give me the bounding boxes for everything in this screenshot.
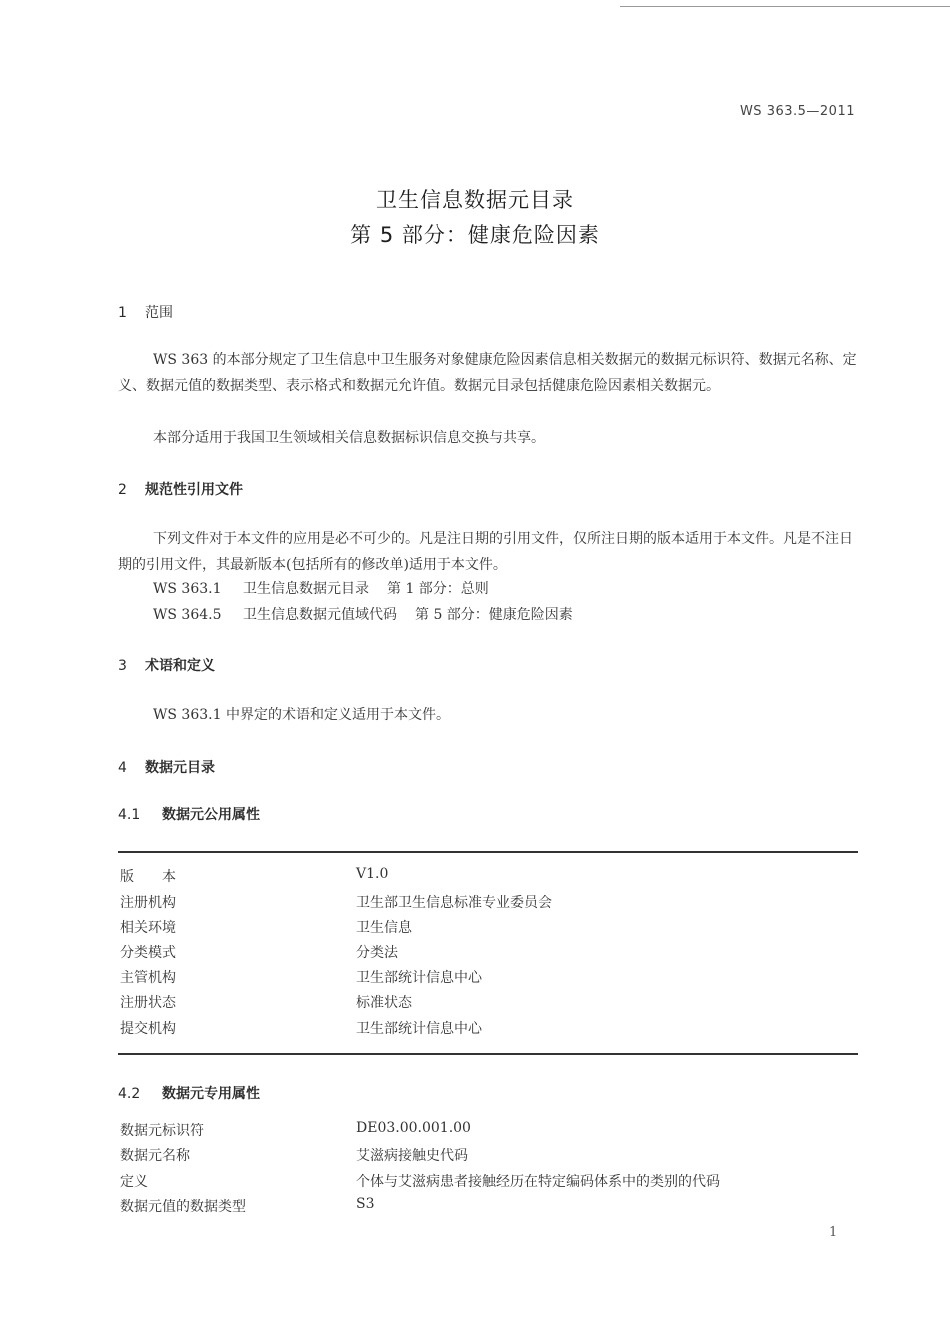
attribute-value: 卫生部统计信息中心 — [356, 970, 482, 986]
section-title: 数据元专用属性 — [162, 1086, 260, 1102]
attribute-name: 提交机构 — [120, 1021, 176, 1037]
attribute-name: 分类模式 — [120, 945, 176, 961]
reference-title: 卫生信息数据元值域代码 — [243, 607, 397, 623]
section-4-heading — [118, 757, 215, 777]
section-1-heading — [118, 302, 173, 322]
reference-part: 第 5 部分：健康危险因素 — [415, 607, 573, 623]
reference-code: WS 363.1 — [153, 581, 222, 597]
section-number: 2 — [118, 482, 127, 498]
section-4-1-heading — [118, 804, 260, 824]
attribute-name: 数据元标识符 — [120, 1123, 204, 1139]
reference-item — [153, 578, 489, 598]
attribute-value: S3 — [356, 1196, 375, 1212]
section-number: 4 — [118, 760, 127, 776]
attribute-name: 注册状态 — [120, 995, 176, 1011]
document-subtitle: 第 5 部分：健康危险因素 — [350, 223, 600, 247]
attribute-value: 卫生部统计信息中心 — [356, 1021, 482, 1037]
section-3-paragraph: WS 363.1 中界定的术语和定义适用于本文件。 — [153, 707, 450, 723]
attribute-name: 注册机构 — [120, 895, 176, 911]
attribute-value: V1.0 — [356, 866, 389, 882]
attribute-name: 数据元名称 — [120, 1148, 190, 1164]
attribute-value: 卫生部卫生信息标准专业委员会 — [356, 895, 552, 911]
section-title: 规范性引用文件 — [145, 482, 243, 498]
section-title: 术语和定义 — [145, 658, 215, 674]
attribute-name: 相关环境 — [120, 920, 176, 936]
attribute-name: 数据元值的数据类型 — [120, 1199, 246, 1215]
section-title: 范围 — [145, 305, 173, 321]
section-title: 数据元公用属性 — [162, 807, 260, 823]
table-bottom-rule — [118, 1053, 858, 1055]
section-number: 4.2 — [118, 1086, 141, 1102]
reference-title: 卫生信息数据元目录 — [243, 581, 369, 597]
section-1-paragraph-1: WS 363 的本部分规定了卫生信息中卫生服务对象健康危险因素信息相关数据元的数据元标识符、数据元名称、定义、数据元值的数据类型、表示格式和数据元允许值。数据元目录包括健康危险因素相关数据元。 — [118, 352, 857, 394]
attribute-value: DE03.00.001.00 — [356, 1120, 471, 1136]
section-3-heading — [118, 655, 215, 675]
attribute-name: 主管机构 — [120, 970, 176, 986]
section-2-paragraph: 下列文件对于本文件的应用是必不可少的。凡是注日期的引用文件，仅所注日期的版本适用于本文件。凡是不注日期的引用文件，其最新版本(包括所有的修改单)适用于本文件。 — [118, 531, 853, 573]
document-code: WS 363.5—2011 — [739, 104, 855, 119]
section-4-2-heading — [118, 1083, 260, 1103]
attribute-value: 分类法 — [356, 945, 398, 961]
section-2-heading — [118, 479, 243, 499]
section-number: 3 — [118, 658, 127, 674]
section-title: 数据元目录 — [145, 760, 215, 776]
section-1-paragraph-2: 本部分适用于我国卫生领域相关信息数据标识信息交换与共享。 — [153, 430, 545, 446]
attribute-value: 标准状态 — [356, 995, 412, 1011]
page-number: 1 — [829, 1225, 838, 1240]
reference-part: 第 1 部分：总则 — [387, 581, 489, 597]
document-title: 卫生信息数据元目录 — [376, 188, 574, 212]
attribute-name: 版 本 — [120, 869, 176, 885]
table-top-rule — [118, 851, 858, 853]
attribute-value: 艾滋病接触史代码 — [356, 1148, 468, 1164]
attribute-value: 个体与艾滋病患者接触经历在特定编码体系中的类别的代码 — [356, 1174, 720, 1190]
attribute-value: 卫生信息 — [356, 920, 412, 936]
top-scan-line — [620, 6, 950, 7]
section-number: 4.1 — [118, 807, 141, 823]
reference-code: WS 364.5 — [153, 607, 222, 623]
attribute-name: 定义 — [120, 1174, 148, 1190]
section-number: 1 — [118, 305, 127, 321]
reference-item — [153, 604, 573, 624]
